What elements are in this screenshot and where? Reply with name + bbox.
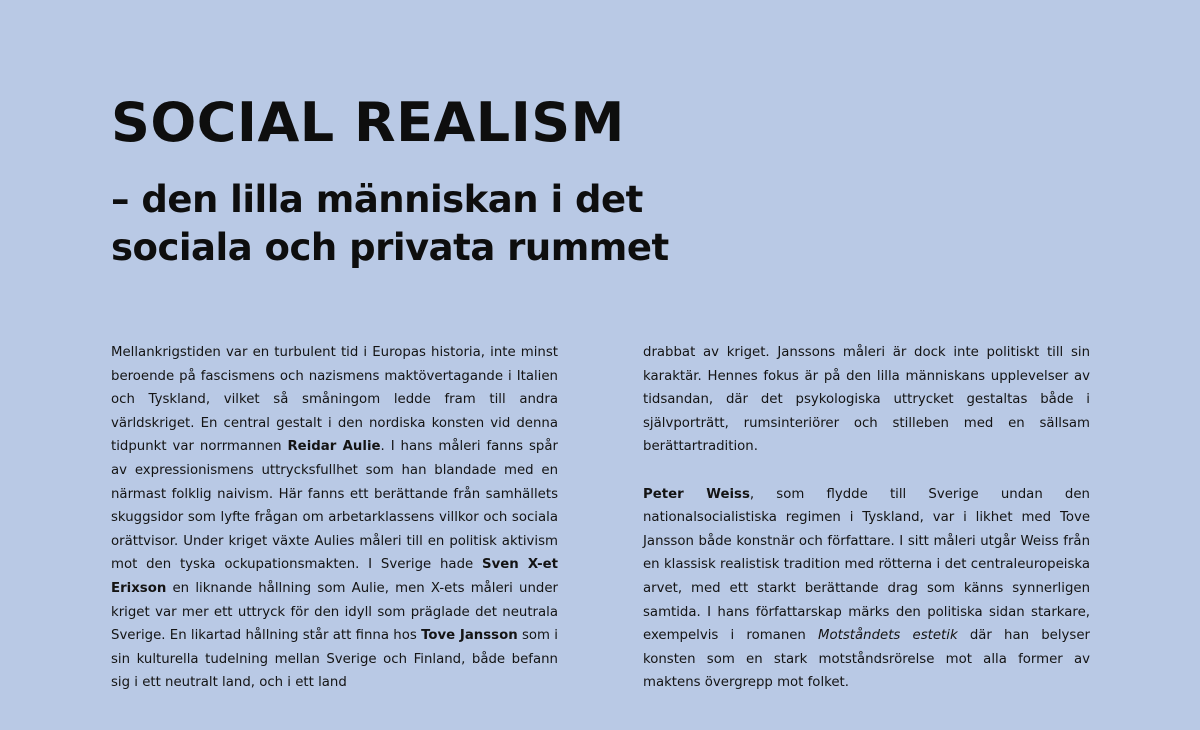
artist-name-reidar-aulie: Reidar Aulie: [287, 439, 381, 455]
text-run: , som flydde till Sverige undan den nationalsocialistiska regimen i Tyskland, var i likhet med Tove Jansson både konstnär och författare. I sitt måleri utgår Weiss från en klassisk realistisk tradition med rötterna i det centraleuropeiska arvet, med ett starkt berättande drag som känns synnerligen samtida. I hans författarskap märks den politiska sidan starkare, exempelvis i romanen: [643, 486, 1090, 644]
paragraph-right-2: [643, 483, 1090, 695]
artist-name-tove-jansson: Tove Jansson: [421, 628, 518, 644]
paragraph-right-1: drabbat av kriget. Janssons måleri är dock inte politiskt till sin karaktär. Hennes fokus är på den lilla människans upplevelser av tidsandan, där det psykologiska uttrycket gestaltas både i självporträtt, rumsinteriörer och stilleben med en sällsam berättartradition.: [643, 345, 1090, 455]
body-column-left: [111, 341, 558, 695]
text-run: . I hans måleri fanns spår av expressionismens uttrycksfullhet som han blandade med en närmast folklig naivism. Här fanns ett berättande från samhällets skuggsidor som lyfte frågan om arbetarklassens villkor och sociala orättvisor. Under kriget växte Aulies måleri till en politisk aktivism mot den tyska ockupationsmakten. I Sverige hade: [111, 439, 558, 573]
text-run: som i sin kulturella tudelning mellan Sverige och Finland, både befann sig i ett neutralt land, och i ett land: [111, 628, 558, 691]
text-run: där han belyser konsten som en stark motståndsrörelse mot alla former av maktens övergrepp mot folket.: [643, 628, 1091, 691]
paragraph-left: [111, 341, 558, 695]
book-title: Motståndets estetik: [818, 628, 958, 644]
text-run: Mellankrigstiden var en turbulent tid i Europas historia, inte minst beroende på fascismens och nazismens maktövertagande i Italien och Tyskland, vilket så småningom ledde fram till andra världskriget. En central gestalt i den nordiska konsten vid denna tidpunkt var norrmannen: [111, 345, 558, 455]
body-column-right: [643, 341, 1090, 695]
artist-name-sven-x-et-erixson: Sven X-et Erixson: [111, 557, 558, 596]
artist-name-peter-weiss: Peter Weiss: [643, 486, 750, 502]
page-title: SOCIAL REALISM: [111, 91, 625, 154]
text-run: en liknande hållning som Aulie, men X-ets måleri under kriget var mer ett uttryck för den idyll som präglade det neutrala Sverige. En likartad hållning står att finna hos: [111, 580, 558, 644]
page-subtitle: – den lilla människan i det sociala och privata rummet: [111, 178, 669, 269]
